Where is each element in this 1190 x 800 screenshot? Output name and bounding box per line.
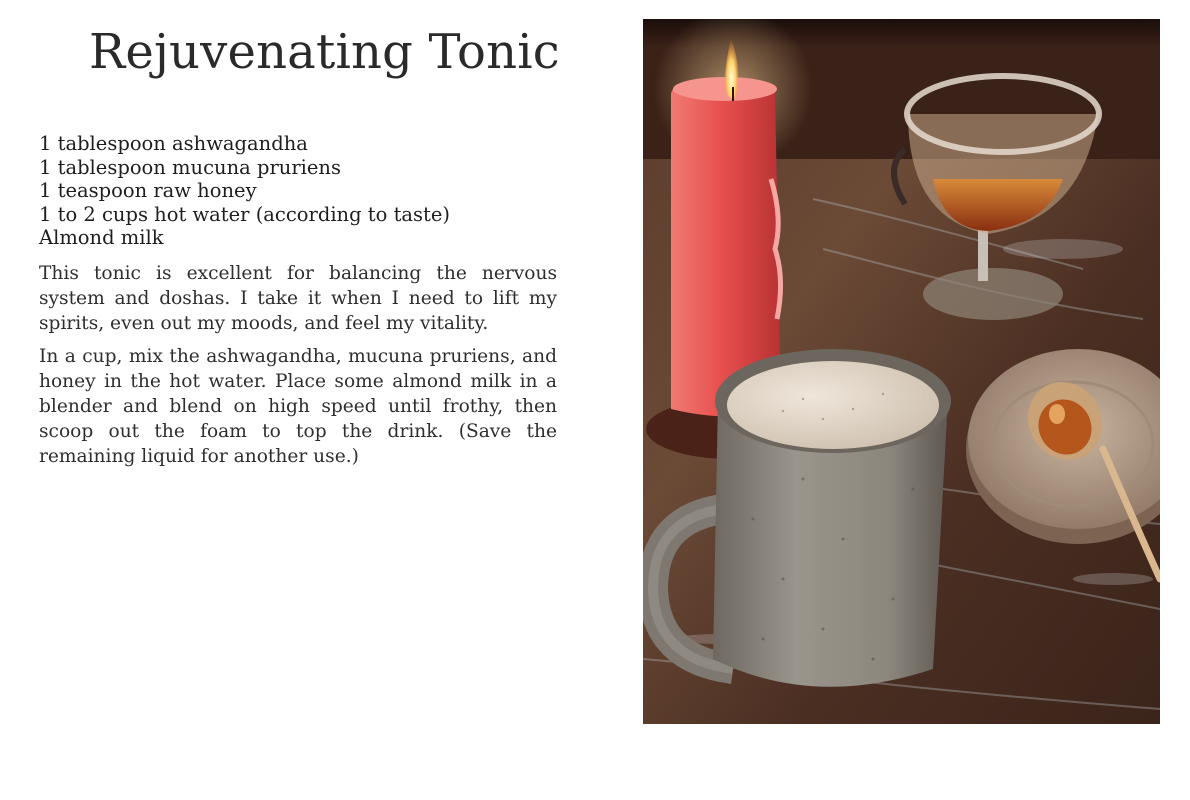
instructions-paragraph: In a cup, mix the ashwagandha, mucuna pruriens, and honey in the hot water. Place some almond milk in a blender and blend on high speed until frothy, then scoop out the foam to top the drink. (Save the remaining liquid for another use.) (39, 346, 557, 467)
description-paragraph: This tonic is excellent for balancing the nervous system and doshas. I take it when I need to lift my spirits, even out my moods, and feel my vitality. (39, 263, 557, 334)
ingredient-item: 1 tablespoon mucuna pruriens (39, 155, 341, 179)
ingredient-list (39, 132, 559, 250)
ingredient-item: Almond milk (39, 226, 164, 250)
milk-foam (727, 361, 939, 449)
ingredient-item: 1 teaspoon raw honey (39, 179, 257, 203)
tonic-photo (643, 19, 1160, 724)
recipe-title: Rejuvenating Tonic (89, 24, 560, 80)
ingredient-item: 1 tablespoon ashwagandha (39, 132, 308, 155)
ingredient-item: 1 to 2 cups hot water (according to taste) (39, 202, 451, 226)
